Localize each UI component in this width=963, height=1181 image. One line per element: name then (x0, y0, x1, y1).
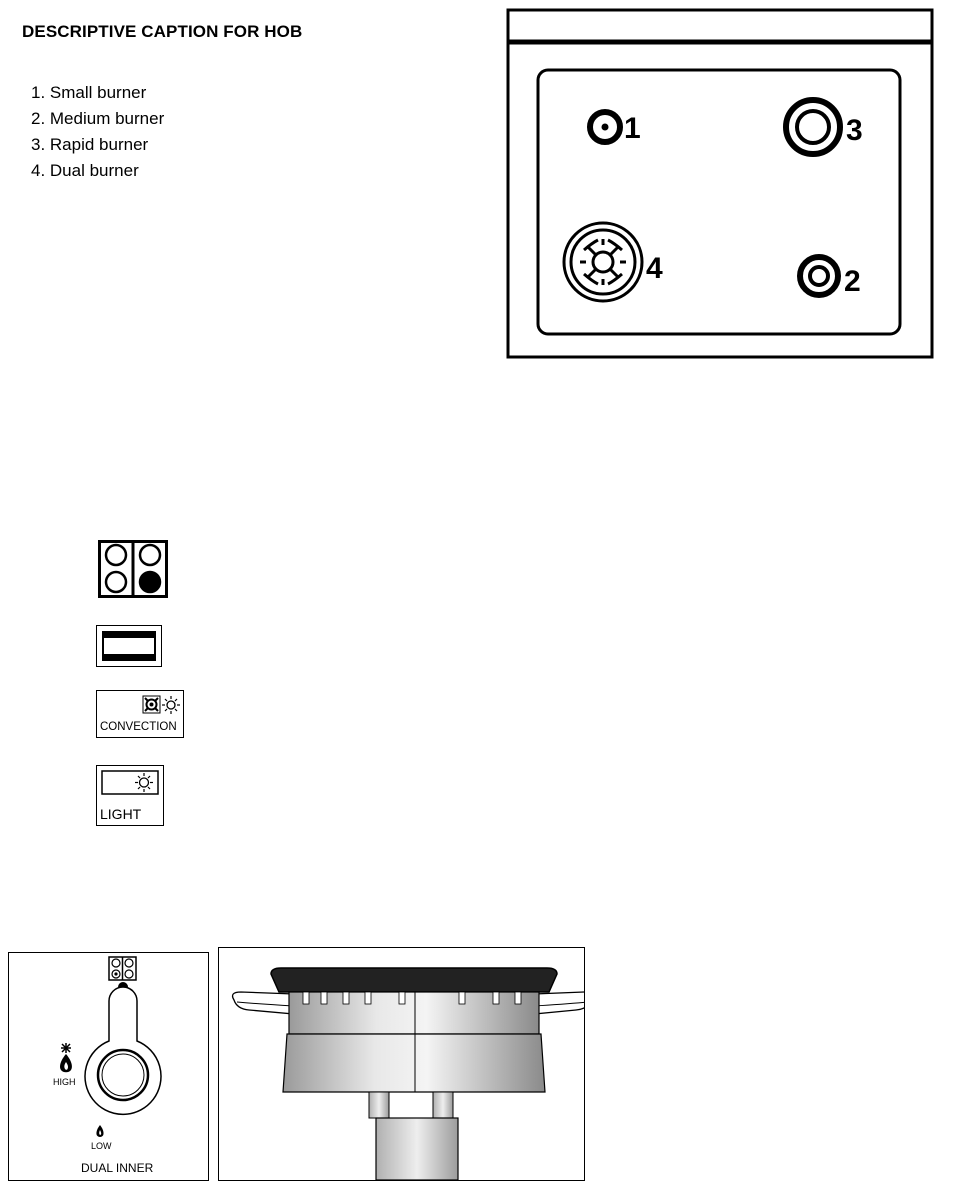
burner-number-3: 3 (846, 114, 863, 147)
knob-illustration (9, 953, 208, 1180)
burner-number-1: 1 (624, 112, 641, 145)
burner-cap-panel (218, 947, 585, 1181)
knob-label: DUAL INNER (81, 1161, 154, 1175)
hob-diagram (500, 0, 940, 364)
dual-burner-illustration (219, 948, 584, 1180)
light-bulb-icon (101, 770, 159, 796)
legend-item-rapid-burner: 3. Rapid burner (31, 135, 149, 154)
legend-item-dual-burner: 4. Dual burner (31, 161, 139, 180)
high-flame-icon (60, 1054, 72, 1072)
legend-item-small-burner: 1. Small burner (31, 83, 147, 102)
low-flame-icon (96, 1125, 103, 1137)
convection-label: CONVECTION (100, 721, 177, 733)
light-icon-box (96, 765, 164, 826)
burner-number-4: 4 (646, 252, 663, 285)
low-label: LOW (91, 1141, 112, 1151)
convection-fan-icon (142, 695, 182, 715)
oven-icon (96, 625, 162, 667)
caption-title: DESCRIPTIVE CAPTION FOR HOB (22, 22, 303, 41)
hob-selector-mini-icon (109, 957, 136, 980)
hob-burner-selector-icon (98, 540, 168, 598)
knob-dial[interactable] (98, 1050, 148, 1100)
convection-icon-box (96, 690, 184, 738)
burner-number-2: 2 (844, 265, 861, 298)
knob-panel (8, 952, 209, 1181)
spark-icon (61, 1043, 71, 1053)
legend-item-medium-burner: 2. Medium burner (31, 109, 165, 128)
burner-legend (31, 80, 164, 184)
light-label: LIGHT (100, 806, 142, 822)
high-label: HIGH (53, 1077, 76, 1087)
